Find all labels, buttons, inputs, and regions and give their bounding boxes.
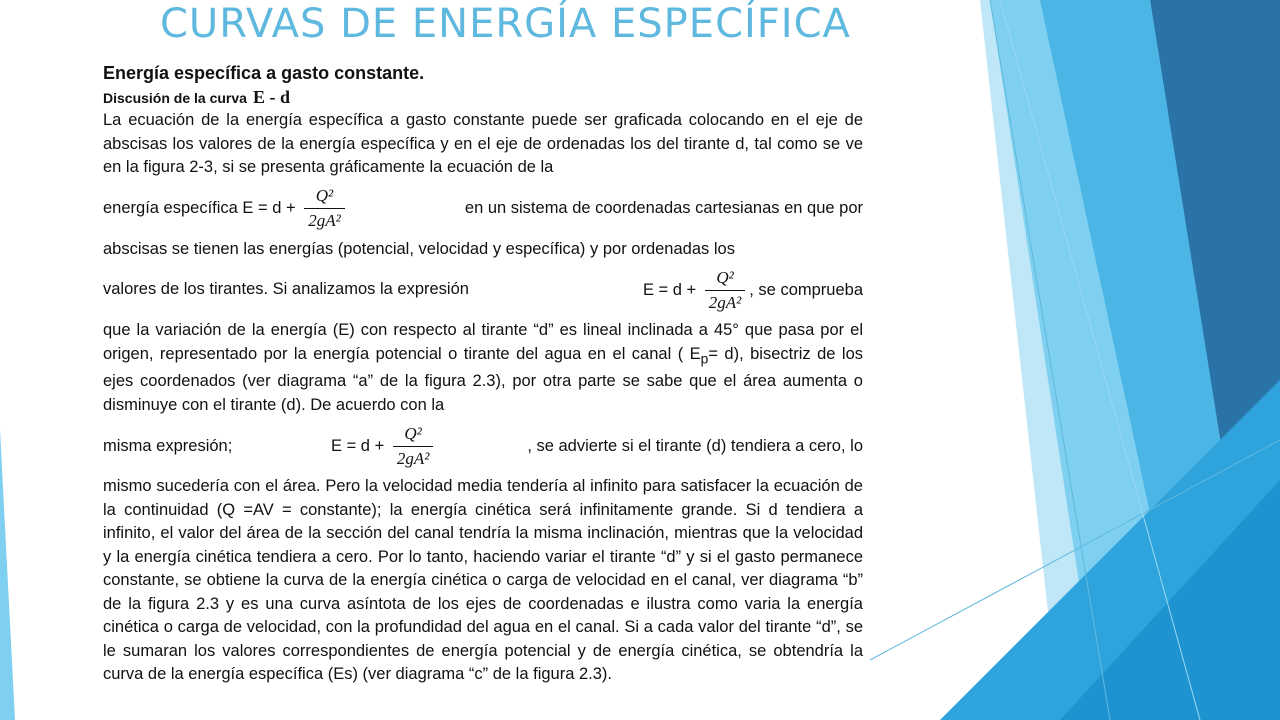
fraction-denominator: 2gA² xyxy=(304,208,344,231)
eq3-after-text: , se advierte si el tirante (d) tendiera a cero, lo xyxy=(527,436,863,455)
fraction-3 xyxy=(393,424,433,469)
eq3-formula xyxy=(331,424,437,469)
fraction-denominator: 2gA² xyxy=(393,446,433,469)
paragraph-1: La ecuación de la energía específica a gasto constante puede ser graficada colocando en el eje de abscisas los valores de la energía específica y en el eje de ordenadas los del tirante d, tal como se ve en la figura 2-3, si se presenta gráficamente la ecuación de la xyxy=(103,111,863,176)
fraction-2 xyxy=(705,268,745,313)
deco-shape-left xyxy=(0,430,15,720)
fraction-numerator: Q² xyxy=(315,186,334,205)
p3-text-a: que la variación de la energía (E) con respecto al tirante “d” es lineal inclinada a 45° que pasa por el origen, representado por la energía potencial o tirante del agua en el canal ( E xyxy=(103,321,863,363)
eq3-text-left: misma expresión; xyxy=(103,436,233,455)
fraction-numerator: Q² xyxy=(716,267,734,287)
section-heading: Energía específica a gasto constante. xyxy=(103,63,425,83)
eq1-text-before xyxy=(103,186,359,231)
subheading-text: Discusión de la curva xyxy=(103,90,247,106)
eq1-text-after: en un sistema de coordenadas cartesianas en que por xyxy=(464,198,863,217)
equation-line-2 xyxy=(103,261,863,319)
p3-text-b: = d), bisectriz de los ejes coordenados (ver diagrama “a” de la figura 2.3), por otra parte se sabe que el área aumenta o disminuye con el tirante (d). De acuerdo con la xyxy=(103,344,864,414)
eq2-text-left: valores de los tirantes. Si analizamos la expresión xyxy=(103,280,469,299)
subheading-formula: E - d xyxy=(252,87,290,107)
eq1-before-text: energía específica E = d + xyxy=(103,198,296,217)
p3-subscript: p xyxy=(700,350,709,366)
paragraph-2: abscisas se tienen las energías (potencial, velocidad y específica) y por ordenadas los xyxy=(103,239,735,258)
eq3-expression xyxy=(331,424,863,469)
eq2-after-text: , se comprueba xyxy=(749,280,863,299)
section-subheading xyxy=(103,86,863,109)
slide-content xyxy=(103,60,863,687)
eq3-mid-text: E = d + xyxy=(331,436,385,455)
equation-line-1 xyxy=(103,180,863,238)
fraction-denominator: 2gA² xyxy=(705,290,745,313)
slide-title: CURVAS DE ENERGÍA ESPECÍFICA xyxy=(160,1,851,47)
equation-line-3 xyxy=(103,417,863,475)
eq2-expression xyxy=(643,268,863,313)
eq2-mid-text: E = d + xyxy=(642,280,697,299)
paragraph-4: mismo sucedería con el área. Pero la velocidad media tendería al infinito para satisfacer la ecuación de la continuidad (Q =AV = constante); la energía cinética será infinitamente grande. Si d tendiera a infinito, el valor del área de la sección del canal tendría la misma inclinación, mientras que la velocidad y la energía cinética tendiera a cero. Por lo tanto, haciendo variar el tirante “d” y si el gasto permanece constante, se obtiene la curva de la energía cinética o carga de velocidad en el canal, ver diagrama “b” de la figura 2.3 y es una curva asíntota de los ejes de coordenadas e ilustra como varia la energía cinética o carga de velocidad, con la profundidad del agua en el canal. Si a cada valor del tirante “d”, se le sumaran los valores correspondientes de energía potencial y de energía cinética, se obtendría la curva de la energía específica (Es) (ver diagrama “c” de la figura 2.3). xyxy=(103,477,863,684)
paragraph-3 xyxy=(103,319,863,417)
fraction-1 xyxy=(304,186,344,231)
fraction-numerator: Q² xyxy=(404,423,422,443)
